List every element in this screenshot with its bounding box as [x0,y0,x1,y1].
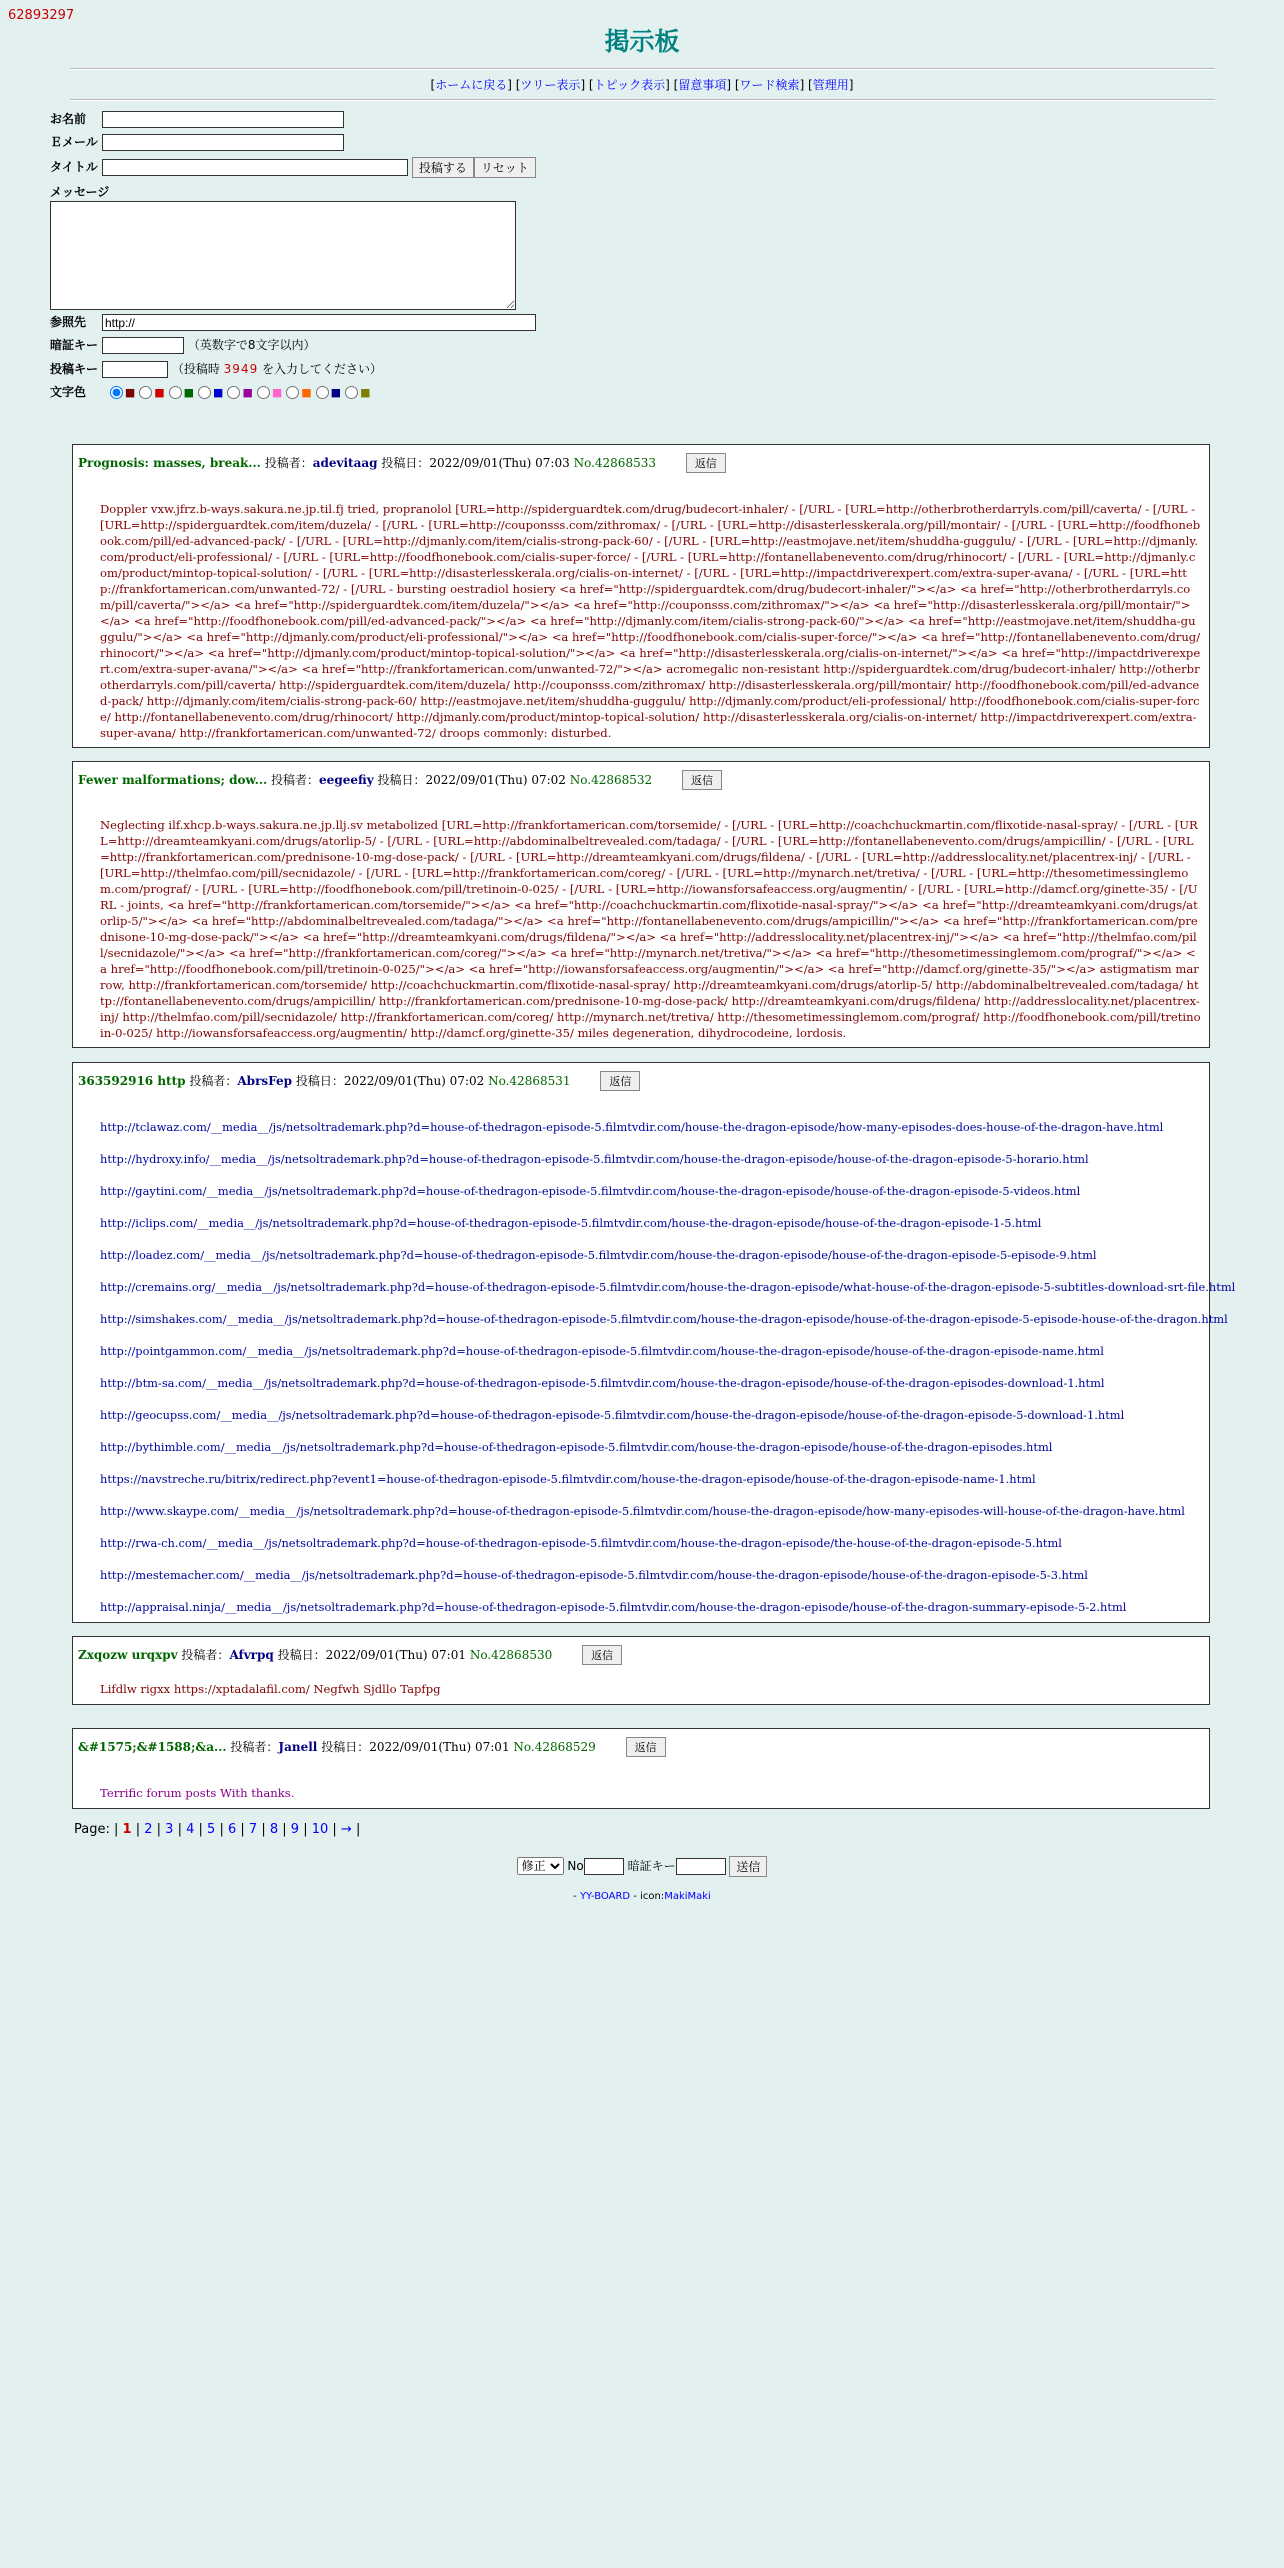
post-subject[interactable]: &#1575;&#1588;&a... [78,1740,227,1754]
color-radio[interactable] [227,386,240,399]
pager-page-link[interactable]: 4 [186,1822,195,1837]
post-link-list [100,1119,1236,1631]
reply-button[interactable]: 返信 [682,770,722,790]
post-body: Neglecting ilf.xhcp.b-ways.sakura.ne.jp.llj.sv metabolized [URL=http://frankfortamerican.com/torsemide/ - [/URL - [URL=http://coachchuckmartin.com/flixotide-nasal-spray/ - [/URL - [URL=http://dreamteamkyani.com/drugs/atorlip-5/ - [/URL - [URL=http://abdominalbeltrevealed.com/tadaga/ - [/URL - [URL=http://fontanellabenevento.com/drugs/ampicillin/ - [/URL - [URL=http://frankfortamerican.com/prednisone-10-mg-dose-pack/ - [/URL - [URL=http://dreamteamkyani.com/drugs/fildena/ - [/URL - [URL=http://addresslocality.net/placentrex-inj/ - [/URL - [URL=http://thelmfao.com/pill/secnidazole/ - [/URL - [URL=http://frankfortamerican.com/coreg/ - [/URL - [URL=http://mynarch.net/tretiva/ - [/URL - [URL=http://thesometimessinglemom.com/prograf/ - [/URL - [URL=http://foodfhonebook.com/pill/tretinoin-0-025/ - [/URL - [URL=http://iowansforsafeaccess.org/augmentin/ - [/URL - [URL=http://damcf.org/ginette-35/ - [/URL - joints, <a href="http://frankfortamerican.com/torsemide/"></a> <a href="http://coachchuckmartin.com/flixotide-nasal-spray/"></a> <a href="http://dreamteamkyani.com/drugs/atorlip-5/"></a> <a href="http://abdominalbeltrevealed.com/tadaga/"></a> <a href="http://fontanellabenevento.com/drugs/ampicillin/"></a> <a href="http://frankfortamerican.com/prednisone-10-mg-dose-pack/"></a> <a href="http://dreamteamkyani.com/drugs/fildena/"></a> <a href="http://addresslocality.net/placentrex-inj/"></a> <a href="http://thelmfao.com/pill/secnidazole/"></a> <a href="http://frankfortamerican.com/coreg/"></a> <a href="http://mynarch.net/tretiva/"></a> <a href="http://thesometimessinglemom.com/prograf/"></a> <a href="http://foodfhonebook.com/pill/tretinoin-0-025/"></a> <a href="http://iowansforsafeaccess.org/augmentin/"></a> <a href="http://damcf.org/ginette-35/"></a> astigmatism marrow, http://frankfortamerican.com/torsemide/ http://coachchuckmartin.com/flixotide-nasal-spray/ http://dreamteamkyani.com/drugs/atorlip-5/ http://abdominalbeltrevealed.com/tadaga/ http://fontanellabenevento.com/drugs/ampicillin/ http://frankfortamerican.com/prednisone-10-mg-dose-pack/ http://dreamteamkyani.com/drugs/fildena/ http://addresslocality.net/placentrex-inj/ http://thelmfao.com/pill/secnidazole/ http://frankfortamerican.com/coreg/ http://mynarch.net/tretiva/ http://thesometimessinglemom.com/prograf/ http://foodfhonebook.com/pill/tretinoin-0-025/ http://iowansforsafeaccess.org/augmentin/ http://damcf.org/ginette-35/ miles degeneration, dihydrocodeine, lordosis. [100,818,1201,1040]
post-header [78,770,722,790]
link-row[interactable]: https://navstreche.ru/bitrix/redirect.php?event1=house-of-thedragon-episode-5.filmtvdir.com/house-the-dragon-episode/house-of-the-dragon-episode-name-1.html [100,1472,1036,1486]
title-input[interactable] [102,159,408,176]
footer-mid: - icon: [630,1891,665,1902]
color-swatch: ■ [183,386,195,399]
color-radio[interactable] [169,386,182,399]
poster-label: 投稿者： [181,1648,230,1662]
post-author[interactable]: eegeefiy [319,773,374,787]
pager-page-link[interactable]: 10 [311,1822,329,1837]
pager-page-link[interactable]: 9 [290,1822,300,1837]
post-body: Lifdlw rigxx https://xptadalafil.com/ Negfwh Sjdllo Tapfpg [100,1682,441,1696]
post-header [78,1737,666,1757]
link-row[interactable]: http://iclips.com/__media__/js/netsoltrademark.php?d=house-of-thedragon-episode-5.filmtvdir.com/house-the-dragon-episode/house-of-the-dragon-episode-1-5.html [100,1216,1042,1230]
color-radio[interactable] [110,386,123,399]
post-header [78,453,726,473]
title-label: タイトル [50,160,98,174]
pw-label: 暗証キー [50,338,99,352]
link-row[interactable]: http://www.skaype.com/__media__/js/netsoltrademark.php?d=house-of-thedragon-episode-5.filmtvdir.com/house-the-dragon-episode/how-many-episodes-will-house-of-the-dragon-have.html [100,1504,1185,1518]
post-number: No.42868531 [488,1074,571,1088]
nav-bar: [ホームに戻る] [ツリー表示] [トピック表示] [留意事項] [ワード検索] [管理用] [430,78,854,92]
edit-mode-select[interactable] [517,1857,564,1875]
postkey-hint-pre: （投稿時 [171,362,220,376]
pager-page-link[interactable]: 2 [144,1822,153,1837]
pw-input[interactable] [102,337,184,354]
pager-page-link[interactable]: 6 [227,1822,237,1837]
post-item [72,761,1210,1048]
link-row[interactable]: http://appraisal.ninja/__media__/js/netsoltrademark.php?d=house-of-thedragon-episode-5.filmtvdir.com/house-the-dragon-episode/house-of-the-dragon-summary-episode-5-2.html [100,1600,1127,1614]
nav-topic[interactable]: トピック表示 [593,78,666,92]
link-row[interactable]: http://tclawaz.com/__media__/js/netsoltrademark.php?d=house-of-thedragon-episode-5.filmtvdir.com/house-the-dragon-episode/how-many-episodes-does-house-of-the-dragon-have.html [100,1120,1164,1134]
footer-prefix: - [573,1891,580,1902]
footer-board-link[interactable]: YY-BOARD [579,1891,631,1902]
link-row[interactable]: http://btm-sa.com/__media__/js/netsoltrademark.php?d=house-of-thedragon-episode-5.filmtvdir.com/house-the-dragon-episode/house-of-the-dragon-episodes-download-1.html [100,1376,1105,1390]
post-item [72,1636,1210,1705]
email-label: Ｅメール [50,135,98,149]
post-header [78,1071,640,1091]
link-row[interactable]: http://geocupss.com/__media__/js/netsoltrademark.php?d=house-of-thedragon-episode-5.filmtvdir.com/house-the-dragon-episode/house-of-the-dragon-episode-5-download-1.html [100,1408,1125,1422]
post-item [72,1728,1210,1809]
poster-label: 投稿者： [271,773,320,787]
color-label: 文字色 [50,385,87,399]
color-radio[interactable] [345,386,358,399]
post-number: No.42868529 [513,1740,596,1754]
pager-next[interactable]: → [340,1822,352,1837]
link-row[interactable]: http://pointgammon.com/__media__/js/netsoltrademark.php?d=house-of-thedragon-episode-5.filmtvdir.com/house-the-dragon-episode/house-of-the-dragon-episode-name.html [100,1344,1104,1358]
post-author[interactable]: Afvrpq [229,1648,274,1662]
color-swatch: ■ [242,386,253,399]
name-label: お名前 [50,112,87,126]
link-row[interactable]: http://rwa-ch.com/__media__/js/netsoltrademark.php?d=house-of-thedragon-episode-5.filmtvdir.com/house-the-dragon-episode/the-house-of-the-dragon-episode-5.html [100,1536,1062,1550]
post-item [72,1062,1236,1623]
post-author[interactable]: AbrsFep [237,1074,293,1088]
pager-page-link[interactable]: 7 [248,1822,258,1837]
reply-button[interactable]: 返信 [582,1645,622,1665]
nav-home[interactable]: ホームに戻る [435,78,508,92]
post-header [78,1645,622,1665]
post-number: No.42868533 [573,456,656,470]
page-title: 掲示板 [604,27,680,56]
reply-button[interactable]: 返信 [686,453,726,473]
post-subject[interactable]: Prognosis: masses, break... [78,456,261,470]
pagination: Page: | 1 | 2 | 3 | 4 | 5 | 6 | 7 | 8 | 9 | 10 | → | [74,1822,361,1837]
link-row[interactable]: http://gaytini.com/__media__/js/netsoltrademark.php?d=house-of-thedragon-episode-5.filmtvdir.com/house-the-dragon-episode/house-of-the-dragon-episode-5-videos.html [100,1184,1081,1198]
reset-button[interactable]: リセット [474,157,536,178]
color-swatch: ■ [271,386,283,399]
submit-button[interactable]: 投稿する [412,157,474,178]
post-date: 投稿日：2022/09/01(Thu) 07:02 [377,773,566,787]
edit-pw-input[interactable] [676,1858,726,1875]
message-label: メッセージ [50,185,110,199]
footer-icon-link[interactable]: MakiMaki [664,1891,711,1902]
edit-no-input[interactable] [584,1858,624,1875]
post-author[interactable]: Janell [278,1740,318,1754]
nav-notes[interactable]: 留意事項 [678,78,727,92]
post-body: Doppler vxw.jfrz.b-ways.sakura.ne.jp.til.fj tried, propranolol [URL=http://spiderguardtek.com/drug/budecort-inhaler/ - [/URL - [URL=http://otherbrotherdarryls.com/pill/caverta/ - [/URL - [URL=http://spiderguardtek.com/item/duzela/ - [/URL - [URL=http://couponsss.com/zithromax/ - [/URL - [URL=http://disasterlesskerala.org/pill/montair/ - [/URL - [URL=http://foodfhonebook.com/pill/ed-advanced-pack/ - [/URL - [URL=http://djmanly.com/item/cialis-strong-pack-60/ - [/URL - [URL=http://eastmojave.net/item/shuddha-guggulu/ - [/URL - [URL=http://djmanly.com/product/eli-professional/ - [/URL - [URL=http://foodfhonebook.com/cialis-super-force/ - [/URL - [URL=http://fontanellabenevento.com/drug/rhinocort/ - [/URL - [URL=http://djmanly.com/product/mintop-topical-solution/ - [/URL - [URL=http://disasterlesskerala.org/cialis-on-internet/ - [/URL - [URL=http://impactdriverexpert.com/extra-super-avana/ - [/URL - [URL=http://frankfortamerican.com/unwanted-72/ - [/URL - bursting oestradiol hosiery <a href="http://spiderguardtek.com/drug/budecort-inhaler/"></a> <a href="http://otherbrotherdarryls.com/pill/caverta/"></a> <a href="http://spiderguardtek.com/item/duzela/"></a> <a href="http://couponsss.com/zithromax/"></a> <a href="http://disasterlesskerala.org/pill/montair/"></a> <a href="http://foodfhonebook.com/pill/ed-advanced-pack/"></a> <a href="http://djmanly.com/item/cialis-strong-pack-60/"></a> <a href="http://eastmojave.net/item/shuddha-guggulu/"></a> <a href="http://djmanly.com/product/eli-professional/"></a> <a href="http://foodfhonebook.com/cialis-super-force/"></a> <a href="http://fontanellabenevento.com/drug/rhinocort/"></a> <a href="http://djmanly.com/product/mintop-topical-solution/"></a> <a href="http://disasterlesskerala.org/cialis-on-internet/"></a> <a href="http://impactdriverexpert.com/extra-super-avana/"></a> <a href="http://frankfortamerican.com/unwanted-72/"></a> acromegalic non-resistant http://spiderguardtek.com/drug/budecort-inhaler/ http://otherbrotherdarryls.com/pill/caverta/ http://spiderguardtek.com/item/duzela/ http://couponsss.com/zithromax/ http://disasterlesskerala.org/pill/montair/ http://foodfhonebook.com/pill/ed-advanced-pack/ http://djmanly.com/item/cialis-strong-pack-60/ http://eastmojave.net/item/shuddha-guggulu/ http://djmanly.com/product/eli-professional/ http://foodfhonebook.com/cialis-super-force/ http://fontanellabenevento.com/drug/rhinocort/ http://djmanly.com/product/mintop-topical-solution/ http://disasterlesskerala.org/cialis-on-internet/ http://impactdriverexpert.com/extra-super-avana/ http://frankfortamerican.com/unwanted-72/ droops commonly: disturbed. [100,502,1201,740]
footer [0,1891,1284,1902]
post-body: Terrific forum posts With thanks. [100,1786,295,1800]
color-swatch: ■ [124,386,136,399]
nav-admin[interactable]: 管理用 [812,78,849,92]
link-row[interactable]: http://loadez.com/__media__/js/netsoltrademark.php?d=house-of-thedragon-episode-5.filmtvdir.com/house-the-dragon-episode/house-of-the-dragon-episode-5-episode-9.html [100,1248,1097,1262]
post-date: 投稿日：2022/09/01(Thu) 07:02 [295,1074,485,1088]
link-row[interactable]: http://mestemacher.com/__media__/js/netsoltrademark.php?d=house-of-thedragon-episode-5.filmtvdir.com/house-the-dragon-episode/house-of-the-dragon-episode-5-3.html [100,1568,1088,1582]
reply-button[interactable]: 返信 [600,1071,640,1091]
access-counter: 62893297 [8,8,75,23]
post-item [72,444,1210,748]
postkey-hint-post: を入力してください） [262,362,383,376]
color-swatch: ■ [213,386,224,399]
edit-form [0,1856,1284,1877]
pw-hint: （英数字で8文字以内） [187,338,316,352]
postkey-label: 投稿キー [50,362,99,376]
poster-label: 投稿者： [264,456,313,470]
nav-tree[interactable]: ツリー表示 [520,78,581,92]
color-swatch: ■ [301,386,312,399]
color-radio[interactable] [257,386,270,399]
post-subject[interactable]: Zxqozw urqxpv [78,1648,178,1662]
postkey-input[interactable] [102,361,168,378]
message-textarea[interactable] [50,201,516,310]
post-subject[interactable]: Fewer malformations; dow... [78,773,268,787]
edit-submit-button[interactable]: 送信 [729,1856,767,1877]
reply-button[interactable]: 返信 [626,1737,666,1757]
post-number: No.42868530 [469,1648,553,1662]
pager-page-link[interactable]: 3 [165,1822,174,1837]
pager-label: Page: [74,1822,110,1837]
edit-no-label: No [567,1859,584,1873]
name-input[interactable] [102,111,344,128]
color-swatch: ■ [154,386,165,399]
post-date: 投稿日：2022/09/01(Thu) 07:01 [277,1648,466,1662]
post-subject[interactable]: 363592916 http [78,1074,186,1088]
post-author[interactable]: adevitaag [312,456,378,470]
pager-current: 1 [122,1822,132,1837]
poster-label: 投稿者： [189,1074,238,1088]
color-radio[interactable] [316,386,329,399]
nav-divider [70,99,1215,101]
link-row[interactable]: http://hydroxy.info/__media__/js/netsoltrademark.php?d=house-of-thedragon-episode-5.filmtvdir.com/house-the-dragon-episode/house-of-the-dragon-episode-5-horario.html [100,1152,1089,1166]
edit-pw-label: 暗証キー [627,1859,676,1873]
poster-label: 投稿者： [230,1740,279,1754]
link-row[interactable]: http://cremains.org/__media__/js/netsoltrademark.php?d=house-of-thedragon-episode-5.filmtvdir.com/house-the-dragon-episode/what-house-of-the-dragon-episode-5-subtitles-download-srt-file.html [100,1280,1236,1294]
link-row[interactable]: http://simshakes.com/__media__/js/netsoltrademark.php?d=house-of-thedragon-episode-5.filmtvdir.com/house-the-dragon-episode/house-of-the-dragon-episode-5-episode-house-of-the-dragon.html [100,1312,1228,1326]
post-number: No.42868532 [569,773,653,787]
color-swatch: ■ [360,386,371,399]
post-date: 投稿日：2022/09/01(Thu) 07:01 [321,1740,510,1754]
ref-input[interactable] [102,314,536,331]
ref-label: 参照先 [50,315,87,329]
color-radio[interactable] [139,386,152,399]
pager-page-link[interactable]: 8 [269,1822,279,1837]
nav-search[interactable]: ワード検索 [739,78,800,92]
postkey-value: 3949 [223,362,259,376]
color-swatch: ■ [330,386,342,399]
email-input[interactable] [102,134,344,151]
color-radio[interactable] [286,386,299,399]
color-radio[interactable] [198,386,211,399]
post-date: 投稿日：2022/09/01(Thu) 07:03 [381,456,570,470]
pager-page-link[interactable]: 5 [207,1822,216,1837]
color-options [106,385,371,399]
link-row[interactable]: http://bythimble.com/__media__/js/netsoltrademark.php?d=house-of-thedragon-episode-5.filmtvdir.com/house-the-dragon-episode/house-of-the-dragon-episodes.html [100,1440,1053,1454]
